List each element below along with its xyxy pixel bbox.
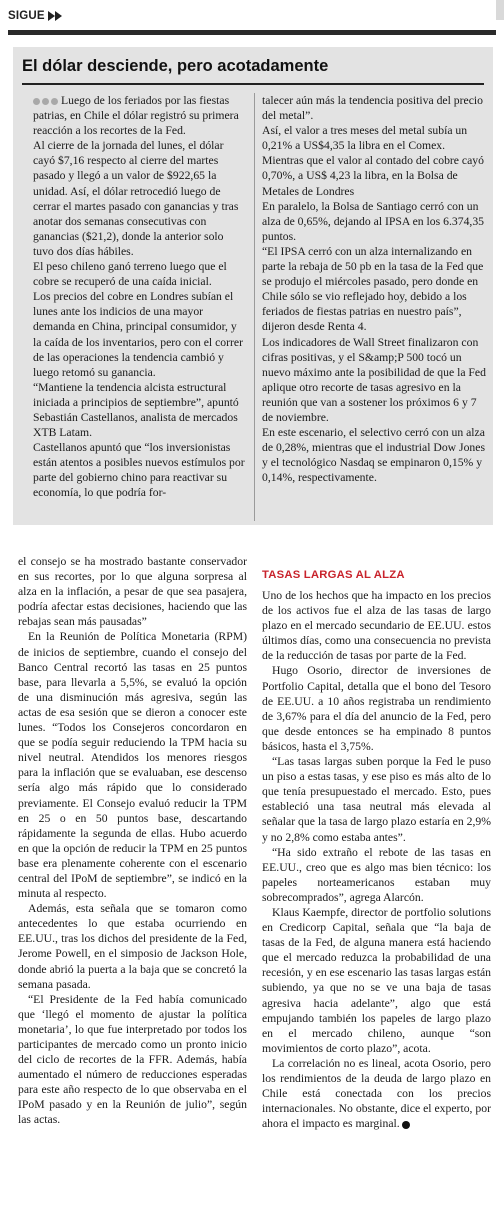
end-dot-icon — [402, 1121, 410, 1129]
section-title: TASAS LARGAS AL ALZA — [262, 569, 405, 581]
headline-rule — [22, 83, 484, 85]
box-paragraph: Mientras que el valor al contado del cobre cayó 0,70%, a US$ 4,23 la libra, en la Bolsa de Metales de Londres — [262, 154, 484, 198]
box-paragraph: Castellanos apuntó que “los inversionistas están atentos a posibles nuevos estímulos por parte del gobierno chino para reactivar su economía, lo que podría for- — [33, 441, 245, 500]
box-headline: El dólar desciende, pero acotadamente — [22, 57, 329, 75]
article-paragraph: el consejo se ha mostrado bastante conservador en sus recortes, por lo que alguna sorpresa al alza en la inflación, a pesar de que sea pasajera, podría afectar estas decisiones, haciendo que las rebajas sean más pausadas” — [18, 555, 247, 629]
article-paragraph: La correlación no es lineal, acota Osorio, pero los rendimientos de la deuda de largo plazo en Chile está conectada con los precios internacionales. No obstante, dice el experto, por ahora el impacto es marginal. — [262, 1056, 491, 1131]
box-paragraph: “El IPSA cerró con un alza internalizando en parte la rebaja de 50 pb en la tasa de la Fed que se produjo el miércoles pasado, pero donde en Chile sólo se vio reflejado hoy, debido a los feriados de fiestas patrias en nuestro país”, dijeron desde Renta 4. — [262, 244, 484, 334]
article-paragraph: En la Reunión de Política Monetaria (RPM) de inicios de septiembre, cuando el consejo del Banco Central recortó las tasas en 25 puntos base, para llevarla a 5,5%, se evaluó la opción de una disminución más agresiva, según las actas de esa sesión que se dieron a conocer este lunes. “Todos los Consejeros concordaron en que se podía seguir reduciendo la TPM hacia su nivel neutral. Atendidos los menores riesgos para la inflación que se evaluaban, ese descenso sería algo más rápido que lo considerado previamente. El Consejo evaluó reducir la TPM en 25 o en 50 puntos base, descartando rápidamente la segunda de ellas. Hubo acuerdo en que la opción de reducir la TPM en 25 puntos base era plenamente coherente con el escenario central del IPoM de septiembre”, se indicó en la minuta al respecto. — [18, 630, 247, 901]
continue-marker[interactable] — [8, 8, 62, 24]
box-paragraph: En este escenario, el selectivo cerró con un alza de 0,28%, mientras que el industrial Dow Jones y el tecnológico Nasdaq se empinaron 0,15% y 0,14%, respectivamente. — [262, 426, 485, 485]
article-paragraph: Uno de los hechos que ha impacto en los precios de los activos fue el alza de las tasas de largo plazo en el mercado secundario de EE.UU. estos últimos días, como una consecuencia no prevista de la reducción de tasas por parte de la Fed. — [262, 589, 491, 663]
article-paragraph: “Las tasas largas suben porque la Fed le puso un piso a estas tasas, y ese piso es más alto de lo que tenía presupuestado el mercado. Esto, pues estableció una tasa neutral más elevada al señalar que la tasa de largo plazo estaría en 2,9% y no 2,8% como estaba antes”. — [262, 755, 491, 844]
article-paragraph: Klaus Kaempfe, director de portfolio solutions en Credicorp Capital, señala que “la baja de tasas de la Fed, de alguna manera está haciendo que el mercado reduzca la probabilidad de una recesión, y en ese escenario las tasas largas están subiendo, ya que no se ve una baja de tasas agresiva hacia adelante”, algo que está empujando también los papeles de largo plazo en el mercado chileno, aunque “son movimientos de corto plazo”, acota. — [262, 905, 491, 1055]
box-column-divider — [254, 93, 255, 521]
box-paragraph: Los indicadores de Wall Street finalizaron con cifras positivas, y el S&amp;P 500 tocó un nuevo máximo ante la posibilidad de que la Fed aplique otro recorte de tasas agresivo en la reunión que van a sostener los próximos 6 y 7 de noviembre. — [262, 335, 486, 424]
box-paragraph: “Mantiene la tendencia alcista estructural iniciada a principios de septiembre”, apuntó Sebastián Castellanos, analista de mercados XTB Latam. — [33, 380, 239, 440]
box-left-column — [33, 93, 247, 501]
box-paragraph: El peso chileno ganó terreno luego que el cobre se recuperó de una caída inicial. — [33, 260, 227, 289]
three-dots-icon — [33, 98, 58, 105]
box-paragraph: Al cierre de la jornada del lunes, el dólar cayó $7,16 respecto al cierre del martes pasado y llegó a un valor de $922,65 la unidad. Así, el dólar retrocedió luego de cerrar el martes pasado con ganancias y tras anotar dos semanas consecutivas con ganancias ($21,2), donde la anterior solo tuvo dos días hábiles. — [33, 139, 239, 258]
box-paragraph: talecer aún más la tendencia positiva del precio del metal”. — [262, 94, 483, 123]
article-paragraph: Además, esta señala que se tomaron como antecedentes lo que estaba ocurriendo en EE.UU., tras los dichos del presidente de la Fed, Jerome Powell, en el simposio de Jackson Hole, donde abrió la puerta a la baja que se concretó la semana pasada. — [18, 902, 247, 991]
article-paragraph: Hugo Osorio, director de inversiones de Portfolio Capital, detalla que el bono del Tesoro de EE.UU. a 10 años registraba un rendimiento de 3,67% para el día del anuncio de la Fed, pero que desde entonces se ha empinado 8 puntos básicos, hasta el 3,75%. — [262, 664, 491, 753]
article-left-column — [18, 554, 247, 1128]
page-edge-shade — [496, 0, 504, 20]
article-right-column — [262, 588, 491, 1131]
box-paragraph: Los precios del cobre en Londres subían el lunes ante los indicios de una mayor demanda en China, principal consumidor, y la caída de los inventarios, pero con el correr de las operaciones la tendencia cambió y luego retomó su ganancia. — [33, 290, 243, 379]
continue-label: SIGUE — [8, 10, 45, 22]
article-paragraph: “Ha sido extraño el rebote de las tasas en EE.UU., creo que es algo mas bien técnico: los papeles norteamericanos estaban muy sobrecomprados”, agrega Alarcón. — [262, 845, 491, 904]
double-triangle-right-icon — [48, 11, 62, 21]
top-rule — [8, 30, 496, 35]
box-right-column — [262, 93, 488, 485]
box-paragraph: Luego de los feriados por las fiestas patrias, en Chile el dólar registró su primera reacción a los recortes de la Fed. — [33, 94, 239, 138]
box-paragraph: Así, el valor a tres meses del metal subía un 0,21% a US$4,35 la libra en el Comex. — [262, 124, 468, 153]
box-paragraph: En paralelo, la Bolsa de Santiago cerró con un alza de 0,65%, dejando al IPSA en los 6.374,35 puntos. — [262, 199, 485, 243]
article-paragraph: “El Presidente de la Fed había comunicado que ‘llegó el momento de ajustar la política monetaria’, lo que fue interpretado por todos los participantes de mercado como un pronto inicio del ciclo de recortes de la FFR. Además, había aumentado el número de reducciones esperadas para este año respecto de lo que observaba en el IPoM pasado y en la Reunión de julio”, según las actas. — [18, 992, 247, 1127]
